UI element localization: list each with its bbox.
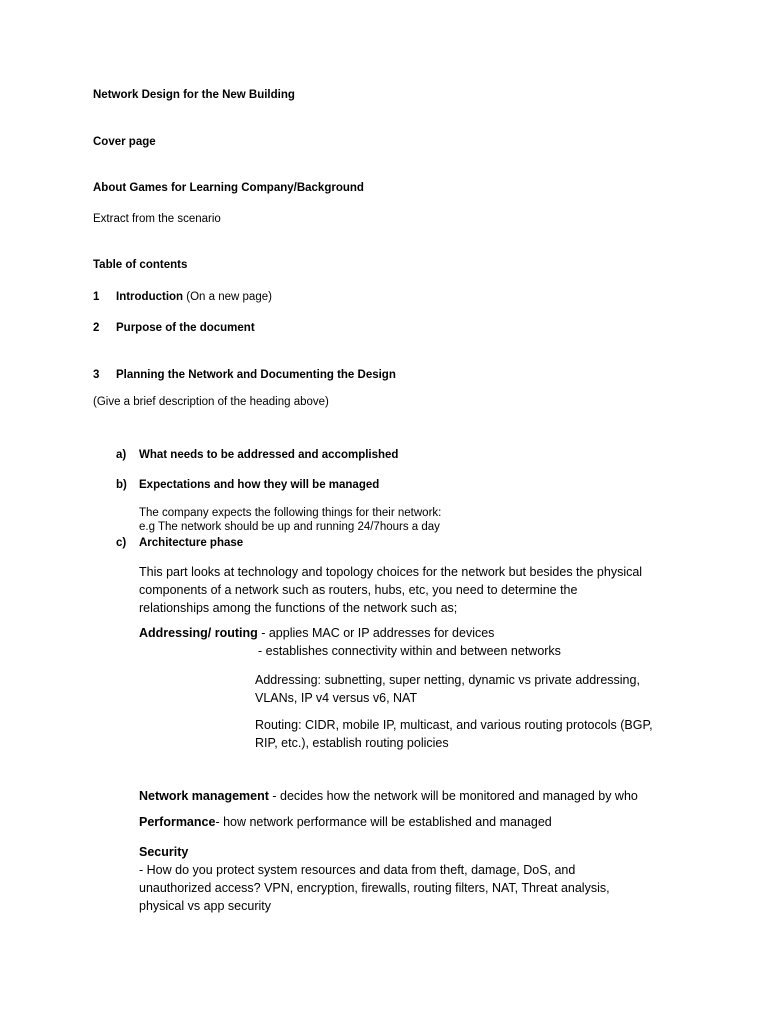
item-c-label: c) bbox=[116, 537, 127, 549]
security-line-3: physical vs app security bbox=[139, 899, 272, 913]
section-1-heading bbox=[116, 292, 272, 304]
item-c-title: Architecture phase bbox=[139, 537, 244, 549]
toc-heading: Table of contents bbox=[93, 259, 188, 271]
performance-line bbox=[139, 816, 552, 829]
security-line-1 bbox=[139, 843, 610, 879]
network-management-text: - decides how the network will be monitored and managed by who bbox=[268, 789, 638, 803]
section-1-note: (On a new page) bbox=[186, 291, 272, 303]
addressing-routing-line bbox=[139, 627, 494, 640]
about-heading: About Games for Learning Company/Background bbox=[93, 182, 364, 194]
item-a-label: a) bbox=[116, 449, 127, 461]
network-management-line bbox=[139, 790, 638, 803]
network-management-label: Network management bbox=[139, 789, 269, 803]
brief-note: (Give a brief description of the heading above) bbox=[93, 396, 329, 408]
architecture-intro bbox=[139, 563, 642, 617]
addressing-detail bbox=[255, 671, 640, 707]
item-b-label: b) bbox=[116, 479, 127, 491]
addressing-line-1: Addressing: subnetting, super netting, dynamic vs private addressing, bbox=[255, 673, 640, 687]
document-title: Network Design for the New Building bbox=[93, 89, 295, 101]
intro-line-2: components of a network such as routers, hubs, etc, you need to determine the bbox=[139, 583, 578, 597]
section-2-title: Purpose of the document bbox=[116, 322, 255, 334]
addressing-routing-text: - applies MAC or IP addresses for devices bbox=[257, 626, 495, 640]
connectivity-bullet: - establishes connectivity within and between networks bbox=[258, 644, 561, 658]
performance-text: - how network performance will be established and managed bbox=[215, 815, 552, 829]
intro-line-1: This part looks at technology and topology choices for the network but besides the physical bbox=[139, 565, 643, 579]
routing-line-2: RIP, etc.), establish routing policies bbox=[255, 736, 449, 750]
performance-label: Performance bbox=[139, 815, 216, 829]
addressing-line-2: VLANs, IP v4 versus v6, NAT bbox=[255, 691, 418, 705]
item-a-title: What needs to be addressed and accomplished bbox=[139, 449, 399, 461]
routing-line-1: Routing: CIDR, mobile IP, multicast, and various routing protocols (BGP, bbox=[255, 718, 653, 732]
item-b-body bbox=[139, 506, 441, 534]
extract-text: Extract from the scenario bbox=[93, 213, 221, 225]
routing-detail bbox=[255, 716, 653, 752]
item-b-line-2: e.g The network should be up and running 24/7hours a day bbox=[139, 521, 440, 533]
item-b-title: Expectations and how they will be managed bbox=[139, 479, 380, 491]
cover-heading: Cover page bbox=[93, 136, 156, 148]
security-text-1: - How do you protect system resources and data from theft, damage, DoS, and bbox=[139, 863, 576, 877]
security-label: Security bbox=[139, 845, 189, 859]
security-line-2: unauthorized access? VPN, encryption, firewalls, routing filters, NAT, Threat analysis, bbox=[139, 881, 610, 895]
addressing-routing-label: Addressing/ routing bbox=[139, 626, 258, 640]
section-2-number: 2 bbox=[93, 322, 100, 334]
section-3-title: Planning the Network and Documenting the Design bbox=[116, 369, 396, 381]
section-3-number: 3 bbox=[93, 369, 100, 381]
section-1-number: 1 bbox=[93, 291, 100, 303]
section-1-title: Introduction bbox=[116, 291, 184, 303]
intro-line-3: relationships among the functions of the network such as; bbox=[139, 601, 458, 615]
item-b-line-1: The company expects the following things for their network: bbox=[139, 507, 442, 519]
security-block bbox=[139, 843, 610, 915]
